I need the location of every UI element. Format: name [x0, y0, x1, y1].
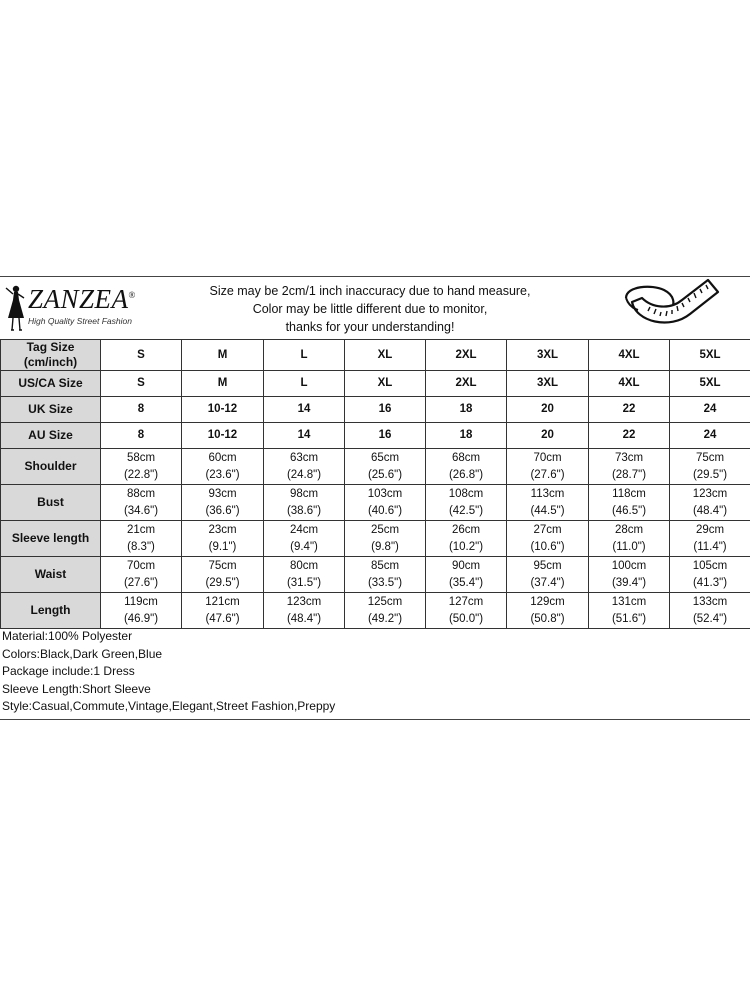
size-cell: 5XL: [670, 371, 750, 397]
row-label: Shoulder: [1, 449, 101, 485]
measure-cell: 70cm (27.6"): [101, 557, 182, 593]
measure-cell: 88cm (34.6"): [101, 485, 182, 521]
spec-style: Style:Casual,Commute,Vintage,Elegant,Street Fashion,Preppy: [2, 699, 336, 714]
spec-material: Material:100% Polyester: [2, 629, 133, 643]
size-cell: 22: [589, 397, 670, 423]
size-cell: 8: [101, 397, 182, 423]
measure-cell: 98cm (38.6"): [264, 485, 345, 521]
measure-cell: 27cm (10.6"): [507, 521, 589, 557]
chart-header: [0, 276, 750, 338]
measure-cell: 80cm (31.5"): [264, 557, 345, 593]
size-cell: 5XL: [670, 340, 750, 371]
size-cell: S: [101, 340, 182, 371]
size-cell: M: [182, 371, 264, 397]
row-label: Length: [1, 593, 101, 629]
size-cell: L: [264, 340, 345, 371]
size-chart-sheet: [0, 276, 750, 714]
measure-cell: 60cm (23.6"): [182, 449, 264, 485]
measure-cell: 25cm (9.8"): [345, 521, 426, 557]
spec-sleeve-length: Sleeve Length:Short Sleeve: [2, 681, 151, 696]
table-row: [1, 371, 750, 397]
size-cell: 24: [670, 397, 750, 423]
measure-cell: 123cm (48.4"): [670, 485, 750, 521]
measure-cell: 23cm (9.1"): [182, 521, 264, 557]
measure-cell: 63cm (24.8"): [264, 449, 345, 485]
row-label: UK Size: [1, 397, 101, 423]
measure-cell: 113cm (44.5"): [507, 485, 589, 521]
measure-cell: 127cm (50.0"): [426, 593, 507, 629]
measure-cell: 75cm (29.5"): [670, 449, 750, 485]
measure-cell: 108cm (42.5"): [426, 485, 507, 521]
measuring-tape-icon: [612, 278, 724, 336]
measure-cell: 121cm (47.6"): [182, 593, 264, 629]
row-label: Tag Size (cm/inch): [1, 340, 101, 371]
size-cell: 18: [426, 423, 507, 449]
measure-cell: 100cm (39.4"): [589, 557, 670, 593]
measure-cell: 75cm (29.5"): [182, 557, 264, 593]
size-cell: 2XL: [426, 371, 507, 397]
size-cell: 20: [507, 423, 589, 449]
table-row: [1, 340, 750, 371]
table-row: [1, 397, 750, 423]
row-label: AU Size: [1, 423, 101, 449]
brand-name: ZANZEA®: [28, 284, 136, 314]
table-row: [1, 449, 750, 485]
notice-line: thanks for your understanding!: [285, 320, 455, 334]
measure-cell: 118cm (46.5"): [589, 485, 670, 521]
table-row: [1, 521, 750, 557]
size-cell: 22: [589, 423, 670, 449]
measure-cell: 58cm (22.8"): [101, 449, 182, 485]
measure-cell: 133cm (52.4"): [670, 593, 750, 629]
measure-cell: 73cm (28.7"): [589, 449, 670, 485]
row-label: US/CA Size: [1, 371, 101, 397]
brand-tagline: High Quality Street Fashion: [28, 316, 132, 326]
measure-cell: 119cm (46.9"): [101, 593, 182, 629]
measure-cell: 65cm (25.6"): [345, 449, 426, 485]
size-cell: XL: [345, 340, 426, 371]
size-cell: 3XL: [507, 340, 589, 371]
measure-cell: 28cm (11.0"): [589, 521, 670, 557]
table-row: [1, 485, 750, 521]
measure-cell: 103cm (40.6"): [345, 485, 426, 521]
measure-cell: 131cm (51.6"): [589, 593, 670, 629]
size-cell: 4XL: [589, 340, 670, 371]
measure-cell: 29cm (11.4"): [670, 521, 750, 557]
row-label: Waist: [1, 557, 101, 593]
measure-cell: 68cm (26.8"): [426, 449, 507, 485]
table-row: [1, 423, 750, 449]
size-cell: 3XL: [507, 371, 589, 397]
measurement-notice: [180, 282, 560, 336]
product-specs: [0, 628, 750, 720]
size-cell: M: [182, 340, 264, 371]
measure-cell: 125cm (49.2"): [345, 593, 426, 629]
measure-cell: 123cm (48.4"): [264, 593, 345, 629]
size-cell: 20: [507, 397, 589, 423]
lady-silhouette-icon: [4, 284, 26, 332]
size-cell: XL: [345, 371, 426, 397]
size-cell: 14: [264, 423, 345, 449]
size-cell: 14: [264, 397, 345, 423]
size-cell: 16: [345, 397, 426, 423]
size-cell: S: [101, 371, 182, 397]
measure-cell: 95cm (37.4"): [507, 557, 589, 593]
measure-cell: 70cm (27.6"): [507, 449, 589, 485]
table-row: [1, 557, 750, 593]
measure-cell: 105cm (41.3"): [670, 557, 750, 593]
spec-package: Package include:1 Dress: [2, 664, 135, 679]
row-label: Bust: [1, 485, 101, 521]
bottom-divider: [0, 719, 750, 720]
table-row: [1, 593, 750, 629]
measure-cell: 21cm (8.3"): [101, 521, 182, 557]
notice-line: Color may be little different due to monitor,: [252, 302, 488, 316]
size-cell: 18: [426, 397, 507, 423]
measure-cell: 93cm (36.6"): [182, 485, 264, 521]
size-table: [0, 339, 750, 629]
measure-cell: 90cm (35.4"): [426, 557, 507, 593]
measure-cell: 26cm (10.2"): [426, 521, 507, 557]
size-cell: 16: [345, 423, 426, 449]
size-cell: L: [264, 371, 345, 397]
notice-line: Size may be 2cm/1 inch inaccuracy due to hand measure,: [209, 284, 531, 298]
row-label: Sleeve length: [1, 521, 101, 557]
size-cell: 2XL: [426, 340, 507, 371]
size-cell: 8: [101, 423, 182, 449]
size-cell: 4XL: [589, 371, 670, 397]
size-cell: 24: [670, 423, 750, 449]
measure-cell: 24cm (9.4"): [264, 521, 345, 557]
size-cell: 10-12: [182, 423, 264, 449]
size-cell: 10-12: [182, 397, 264, 423]
brand-logo: [4, 282, 154, 332]
spec-colors: Colors:Black,Dark Green,Blue: [2, 646, 163, 661]
measure-cell: 129cm (50.8"): [507, 593, 589, 629]
measure-cell: 85cm (33.5"): [345, 557, 426, 593]
